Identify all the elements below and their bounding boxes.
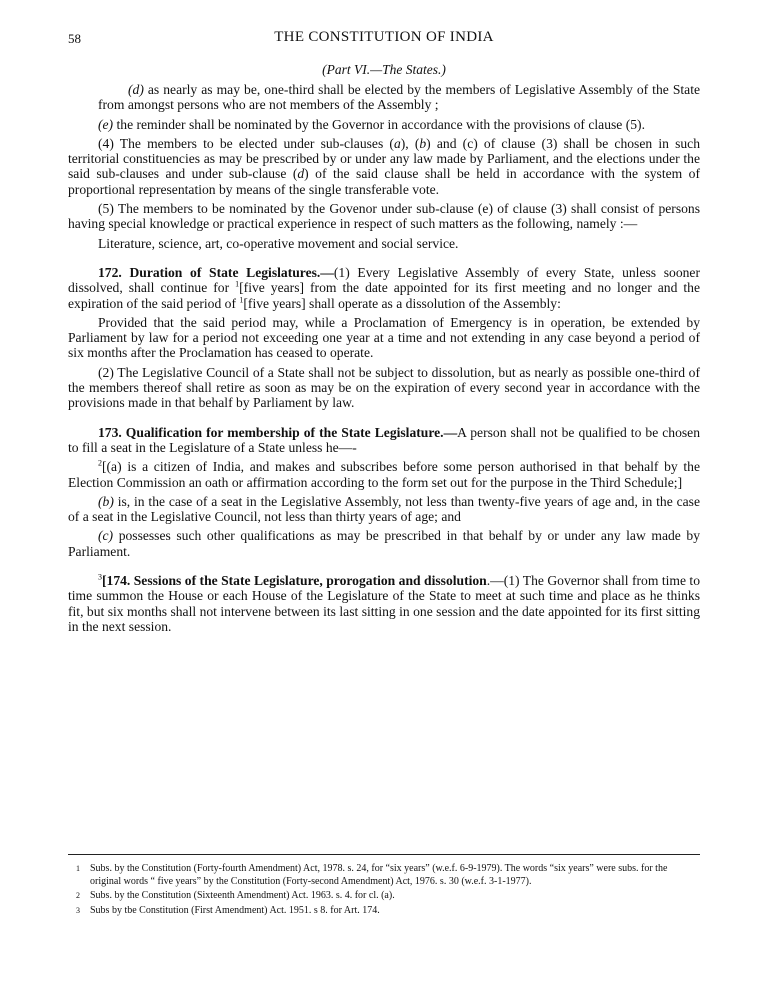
section-172-clause-2: (2) The Legislative Council of a State shall not be subject to dissolution, but as nearly as possible one-third of the members thereof shall retire as soon as may be on the expiration of every second year in accordance with the provisions made in that behalf by Parliament by law.: [68, 364, 700, 411]
footnote-ref-2: 2: [98, 458, 102, 468]
section-172-proviso: Provided that the said period may, while a Proclamation of Emergency is in operation, be extended by Parliament by law for a period not exceeding one year at a time and not extending in any case beyond a period of six months after the Proclamation has ceased to operate.: [68, 314, 700, 361]
clause-4: (4) The members to be elected under sub-clauses (a), (b) and (c) of clause (3) shall be chosen in such territorial constituencies as may be prescribed by or under any law made by Parliament, and the elections under the said sub-clauses and under sub-clause (d) of the said clause shall be held in accordance with the system of proportional representation by means of the single transferable vote.: [68, 135, 700, 197]
document-body: [68, 82, 700, 634]
section-173-c: (c) possesses such other qualifications as may be prescribed in that behalf by or under any law made by Parliament.: [68, 528, 700, 559]
running-header-title: THE CONSTITUTION OF INDIA: [274, 29, 494, 45]
footnote-divider: [68, 854, 700, 855]
section-173-b: (b) is, in the case of a seat in the Legislative Assembly, not less than twenty-five years of age and, in the case of a seat in the Legislative Council, not less than thirty years of age; and: [68, 493, 700, 525]
footnote-1: 1 Subs. by the Constitution (Forty-fourth Amendment) Act, 1978. s. 24, for “six years” (w.e.f. 6-9-1979). The words “six years” were subs. for the original words “ five years” by the Constitution (Forty-second Amendment) Act, 1976. s. 30 (w.e.f. 3-1-1977).: [76, 863, 668, 888]
section-174-heading: [174. Sessions of the State Legislature, prorogation and dissolution: [102, 573, 487, 589]
section-173: 173. Qualification for membership of the State Legislature.—A person shall not be qualified to be chosen to fill a seat in the Legislature of a State unless he—-: [68, 424, 701, 455]
page-number: 58: [68, 31, 81, 46]
clause-3e: (e) the reminder shall be nominated by the Governor in accordance with the provisions of clause (5).: [98, 116, 645, 132]
footnote-2: 2 Subs. by the Constitution (Sixteenth Amendment) Act. 1963. s. 4. for cl. (a).: [76, 890, 395, 902]
section-172-heading: 172. Duration of State Legislatures.—: [98, 264, 334, 280]
footnote-ref-1b: 1: [239, 295, 244, 305]
footnotes: [68, 862, 700, 918]
section-173-a: $^2$[(a) is a citizen of India, and makes and subscribes before some person authorised in that behalf by the Election Commission an oath or affirmation according to the form set out for the purpose in the Third Schedule;]: [68, 458, 700, 490]
section-174: $^3$[174. Sessions of the State Legislature, prorogation and dissolution.—(1) The Governor shall from time to time summon the House or each House of the Legislature of the State to meet at such time and place as he thinks fit, but six months shall not intervene between its last sitting in one session and the date appointed for its first sitting in the next session.: [68, 572, 700, 634]
footnote-ref-1: 1: [235, 279, 240, 289]
clause-5-list: Literature, science, art, co-operative movement and social service.: [98, 235, 459, 251]
footnote-ref-3: 3: [98, 572, 102, 582]
clause-5: (5) The members to be nominated by the Govenor under sub-clause (e) of clause (3) shall consist of persons having special knowledge or practical experience in respect of such matters as the following, namely :—: [68, 201, 700, 232]
part-heading: (Part VI.—The States.): [322, 62, 446, 77]
clause-3d: (d) as nearly as may be, one-third shall be elected by the members of Legislative Assembly of the State from amongst persons who are not members of the Assembly ;: [98, 82, 700, 113]
footnote-3: 3 Subs by tbe Constitution (First Amendment) Act. 1951. s 8. for Art. 174.: [76, 904, 380, 916]
section-173-heading: 173. Qualification for membership of the State Legislature.—: [98, 424, 458, 440]
section-172: 172. Duration of State Legislatures.—(1) Every Legislative Assembly of every State, unless sooner dissolved, shall continue for $^1$[five years] from the date appointed for its first meeting and no longer and the expiration of the said period of $^1$[five years] shall operate as a dissolution of the Assembly:: [68, 264, 700, 311]
